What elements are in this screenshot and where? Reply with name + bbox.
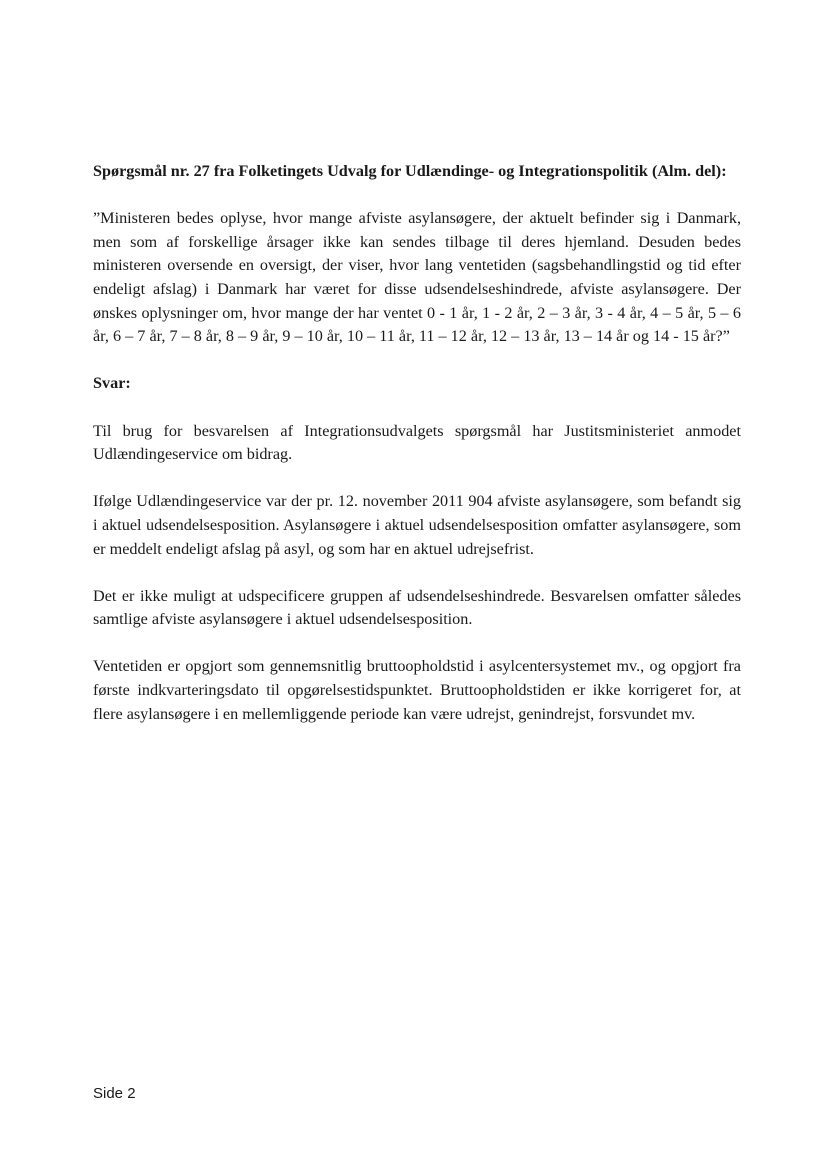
answer-paragraph: Det er ikke muligt at udspecificere gruppen af udsendelseshindrede. Besvarelsen omfatter således samtlige afviste asylansøgere i aktuel udsendelsesposition. [93,586,741,629]
answer-paragraph: Ventetiden er opgjort som gennemsnitlig bruttoopholdstid i asylcentersystemet mv., og opgjort fra første indkvarteringsdato til opgørelsestidspunktet. Bruttoopholdstiden er ikke korrigeret for, at flere asylansøgere i en mellemliggende periode kan være udrejst, genindrejst, forsvundet mv. [93,657,741,723]
question-heading: Spørgsmål nr. 27 fra Folketingets Udvalg for Udlændinge- og Integrationspolitik (Alm. del): [93,162,727,180]
question-text: ”Ministeren bedes oplyse, hvor mange afviste asylansøgere, der aktuelt befinder sig i Danmark, men som af forskellige årsager ikke kan sendes tilbage til deres hjemland. Desuden bedes ministeren oversende en oversigt, der viser, hvor lang ventetiden (sagsbehandlingstid og tid efter endeligt afslag) i Danmark har været for disse udsendelseshindrede, afviste asylansøgere. Der ønskes oplysninger om, hvor mange der har ventet 0 - 1 år, 1 - 2 år, 2 – 3 år, 3 - 4 år, 4 – 5 år, 5 – 6 år, 6 – 7 år, 7 – 8 år, 8 – 9 år, 9 – 10 år, 10 – 11 år, 11 – 12 år, 12 – 13 år, 13 – 14 år og 14 - 15 år?” [93,209,741,346]
answer-paragraph: Til brug for besvarelsen af Integrationsudvalgets spørgsmål har Justitsministeriet anmodet Udlændingeservice om bidrag. [93,421,741,464]
document-body [93,160,741,750]
answer-heading: Svar: [93,374,131,393]
page-number: Side 2 [93,1085,136,1102]
answer-paragraph: Ifølge Udlændingeservice var der pr. 12. november 2011 904 afviste asylansøgere, som befandt sig i aktuel udsendelsesposition. Asylansøgere i aktuel udsendelsesposition omfatter asylansøgere, som er meddelt endeligt afslag på asyl, og som har en aktuel udrejsefrist. [93,492,741,558]
